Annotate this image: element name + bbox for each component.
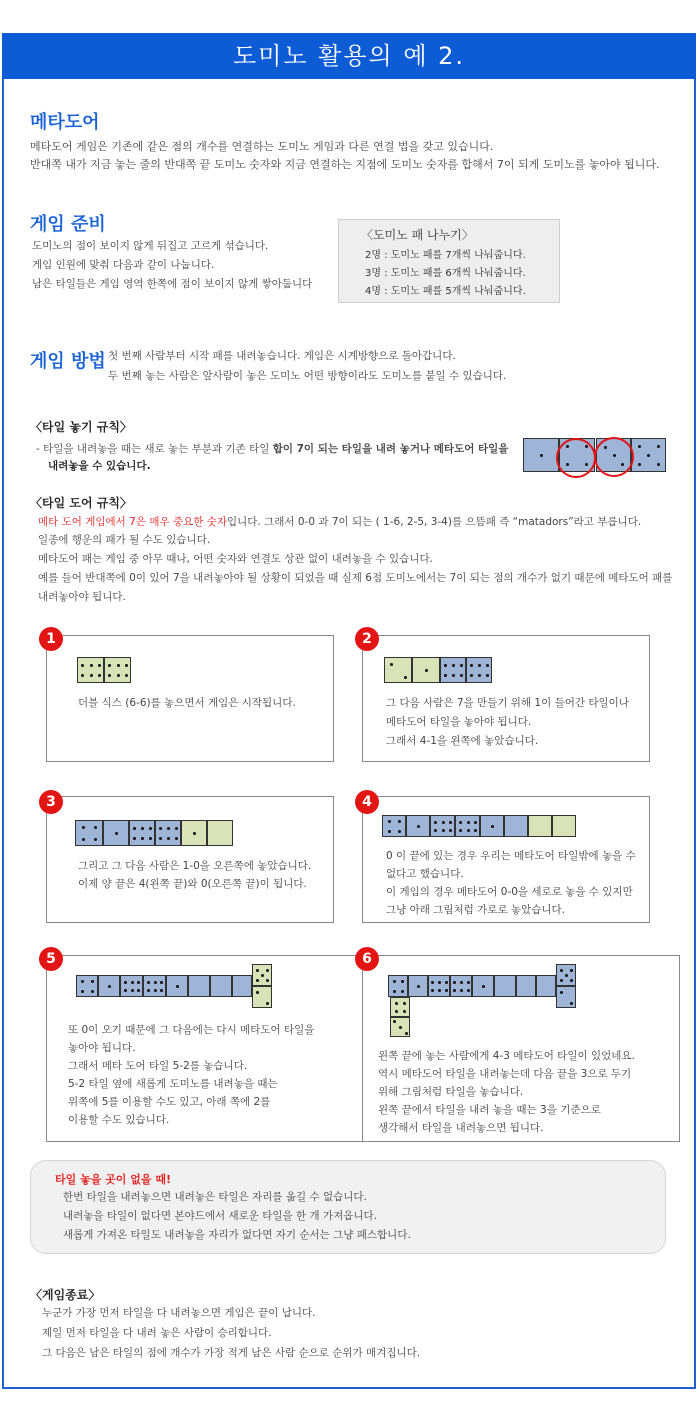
domino-pip [486,664,489,667]
domino-pip [438,989,441,992]
step-badge-4: 4 [355,790,379,814]
domino-pip [486,674,489,677]
domino-pip [405,1032,408,1035]
domino-half [382,815,406,837]
domino-half [252,986,272,1008]
domino-pip [133,827,136,830]
domino-pip [434,829,437,832]
domino-pip [474,829,477,832]
domino-half [455,815,480,837]
step4-line-0: 0 이 끝에 있는 경우 우리는 메타도어 타일밖에 놓을 수 [386,850,636,862]
domino-half [472,975,494,997]
rule1-line2: 내려놓을 수 있습니다. [48,460,151,472]
domino-pip [91,990,94,993]
domino-pip [434,821,437,824]
domino-pip [404,676,407,679]
domino-half [388,975,408,997]
domino-half [232,975,252,997]
note-line-0: 한번 타일을 내려놓으면 내려놓은 타일은 자리를 옮길 수 없습니다. [63,1191,367,1203]
step3-line-0: 그리고 그 다음 사람은 1-0을 오른쪽에 놓았습니다. [78,860,312,872]
domino-pip [399,1026,402,1029]
domino-pip [159,837,162,840]
rule2-line1-rest: 입니다. 그래서 0-0 과 7이 되는 ( 1-6, 2-5, 3-4)를 으뜸패 즉 “matadors”라고 부릅니다. [227,516,642,528]
domino-pip [154,989,157,992]
end-line-1: 제일 먼저 타일을 다 내려 놓은 사람이 승리합니다. [42,1327,272,1339]
domino-pip [393,980,396,983]
domino-pip [470,674,473,677]
domino-half [384,657,412,683]
domino-half [536,975,556,997]
domino-pip [131,989,134,992]
domino-half [466,657,492,683]
prep-line-0: 도미노의 점이 보이지 않게 뒤집고 고르게 섞습니다. [32,240,269,252]
domino-pip [393,1020,396,1023]
rule1-title: 〈타일 놓기 규칙〉 [30,420,132,434]
note-title: 타일 놓을 곳이 없을 때! [55,1173,171,1186]
step5-line-4: 위쪽에 5를 이용할 수도 있고, 아래 쪽에 2를 [68,1096,271,1108]
domino-half [523,438,559,472]
domino-pip [160,989,163,992]
step6-line-4: 생각해서 타일을 내려놓으면 됩니다. [378,1122,544,1134]
domino-pip [459,829,462,832]
domino-pip [117,664,120,667]
step4-line-3: 그냥 아래 그림처럼 가로로 놓았습니다. [386,904,565,916]
domino-pip [444,674,447,677]
step5-line-3: 5-2 타일 옆에 새롭게 도미노를 내려놓을 때는 [68,1078,278,1090]
domino-pip [570,969,573,972]
domino-pip [565,974,568,977]
domino-pip [395,1002,398,1005]
rule2-line1-red: 메타 도어 게임에서 7은 매우 중요한 숫자 [38,516,227,528]
domino-pip [125,664,128,667]
step2-line-1: 메타도어 타일을 놓아야 됩니다. [386,716,532,728]
step-badge-1: 1 [39,627,63,651]
domino-pip [82,838,85,841]
domino-half [103,820,129,846]
rule2-line5: 내려놓아야 됩니다. [38,591,126,603]
domino-pip [460,981,463,984]
domino-pip [149,827,152,830]
domino-pip [431,989,434,992]
domino-half [75,820,103,846]
domino-pip [193,832,196,835]
method-line2: 두 번째 놓는 사람은 앞사람이 놓은 도미노 어떤 방향이라도 도미노를 붙일 수 있습니다. [108,370,507,382]
domino-half [98,975,120,997]
domino-half [480,815,504,837]
domino-pip [131,981,134,984]
domino-pip [167,827,170,830]
domino-half [188,975,210,997]
domino-pip [453,989,456,992]
domino-pip [442,821,445,824]
prep-line-2: 남은 타일들은 게임 영역 한쪽에 점이 보이지 않게 쌓아둡니다 [32,278,313,290]
domino-half [155,820,181,846]
domino-pip [560,979,563,982]
domino-half [430,815,455,837]
step1-line-0: 더블 식스 (6-6)를 놓으면서 게임은 시작됩니다. [78,697,296,709]
domino-half [77,657,104,683]
rule1-line1-bold: 합이 7이 되는 타일을 내려 놓거나 메타도어 타일을 [272,443,509,455]
domino-pip [266,1002,269,1005]
domino-pip [115,832,118,835]
no-place-note-box [30,1160,666,1254]
end-line-0: 누군가 가장 먼저 타일을 다 내려놓으면 게임은 끝이 납니다. [42,1307,316,1319]
step5-line-1: 놓아야 됩니다. [68,1042,136,1054]
domino-half [556,986,576,1008]
step-badge-5: 5 [39,947,63,971]
domino-pip [137,981,140,984]
domino-pip [425,669,428,672]
domino-pip [167,837,170,840]
domino-pip [90,674,93,677]
domino-pip [401,990,404,993]
domino-pip [175,827,178,830]
end-title: 〈게임종료〉 [30,1288,101,1302]
highlight-circle [556,438,596,478]
domino-pip [460,674,463,677]
domino-pip [256,991,259,994]
domino-pip [444,664,447,667]
domino-half [181,820,207,846]
domino-pip [98,674,101,677]
domino-pip [256,969,259,972]
domino-pip [442,829,445,832]
domino-pip [81,990,84,993]
domino-pip [417,825,420,828]
prep-line-1: 게임 인원에 맞춰 다음과 같이 나눕니다. [32,259,215,271]
step6-line-1: 역시 메타도어 타일을 내려놓는데 다음 끝을 3으로 두기 [378,1068,632,1080]
domino-pip [141,837,144,840]
rule2-title: 〈타일 도어 규칙〉 [30,496,132,510]
domino-pip [261,974,264,977]
domino-pip [81,674,84,677]
domino-pip [133,837,136,840]
domino-half [129,820,155,846]
domino-pip [491,825,494,828]
domino-pip [124,989,127,992]
method-title: 게임 방법 [30,351,106,372]
domino-pip [91,980,94,983]
domino-pip [159,827,162,830]
domino-pip [560,969,563,972]
step5-line-2: 그래서 메타 도어 타일 5-2를 놓습니다. [68,1060,248,1072]
domino-pip [398,830,401,833]
domino-pip [452,674,455,677]
domino-pip [453,981,456,984]
domino-pip [467,829,470,832]
domino-pip [160,981,163,984]
metador-line2: 반대쪽 내가 지금 놓는 줄의 반대쪽 끝 도미노 숫자와 지금 연결하는 지점에 도미노 숫자를 합해서 7이 되게 도미노를 놓아야 됩니다. [30,158,660,171]
prep-distribution-box [338,219,560,303]
domino-pip [81,664,84,667]
domino-pip [108,664,111,667]
metador-line1: 메타도어 게임은 기존에 같은 점의 개수를 연결하는 도미노 게임과 다른 연결 법을 갖고 있습니다. [30,140,494,153]
domino-pip [82,826,85,829]
domino-half [252,964,272,986]
domino-half [120,975,143,997]
domino-pip [452,664,455,667]
step5-line-5: 이용할 수도 있습니다. [68,1114,170,1126]
step6-line-3: 왼쪽 끝에서 타일을 내려 놓을 때는 3을 기준으로 [378,1104,601,1116]
domino-half [440,657,466,683]
domino-pip [401,980,404,983]
domino-pip [98,664,101,667]
domino-pip [147,989,150,992]
domino-pip [474,821,477,824]
domino-pip [403,1010,406,1013]
domino-pip [147,981,150,984]
domino-half [207,820,233,846]
domino-pip [467,989,470,992]
domino-pip [117,674,120,677]
page-banner: 도미노 활용의 예 2. [2,33,696,79]
rule1-line1-prefix: - 타일을 내려놓을 때는 새로 놓는 부분과 기존 타일 [36,443,273,455]
domino-pip [125,674,128,677]
prep-box-line-2: 4명 : 도미노 패를 5개씩 나눠줍니다. [365,286,526,297]
domino-half [552,815,576,837]
domino-half [516,975,536,997]
domino-pip [467,981,470,984]
domino-pip [393,990,396,993]
step4-line-1: 없다고 했습니다. [386,868,464,880]
rule2-line3: 메타도어 패는 게임 중 아무 때나, 어떤 숫자와 연결도 상관 없이 내려놓을 수 있습니다. [38,553,433,565]
domino-pip [266,979,269,982]
domino-pip [141,827,144,830]
domino-half [556,964,576,986]
rule2-line2: 일종에 행운의 패가 될 수도 있습니다. [38,534,211,546]
step2-line-0: 그 다음 사람은 7을 만들기 위해 1이 들어간 타일이나 [386,697,629,709]
domino-half [406,815,430,837]
domino-pip [460,989,463,992]
domino-pip [449,821,452,824]
domino-pip [94,838,97,841]
domino-half [528,815,552,837]
domino-pip [482,985,485,988]
domino-half [450,975,472,997]
prep-title: 게임 준비 [30,214,106,235]
domino-pip [90,664,93,667]
rule1-line1 [36,441,508,458]
domino-pip [94,826,97,829]
domino-pip [478,664,481,667]
domino-half [428,975,450,997]
step4-line-2: 이 게임의 경우 메타도어 0-0을 세로로 놓을 수 있지만 [386,886,633,898]
domino-pip [460,664,463,667]
domino-half [494,975,516,997]
domino-pip [81,980,84,983]
rule2-line4: 예를 들어 반대쪽에 0이 있어 7을 내려놓아야 될 상황이 되었을 때 실제 6점 도미노에서는 7이 되는 점의 개수가 없기 때문에 메타도어 패를 [38,572,673,584]
step2-line-2: 그래서 4-1을 왼쪽에 놓았습니다. [386,735,539,747]
domino-half [631,438,666,472]
prep-box-line-1: 3명 : 도미노 패를 6개씩 나눠줍니다. [365,268,526,279]
end-line-2: 그 다음은 남은 타일의 점에 개수가 가장 적게 남은 사람 순으로 순위가 매겨집니다. [42,1347,421,1359]
domino-pip [431,981,434,984]
domino-pip [124,981,127,984]
prep-box-line-0: 2명 : 도미노 패를 7개씩 나눠줍니다. [365,250,526,261]
domino-half [104,657,131,683]
prep-box-title: 〈도미노 패 나누기〉 [361,228,474,242]
domino-pip [256,979,259,982]
domino-pip [570,979,573,982]
domino-pip [108,985,111,988]
step-badge-3: 3 [39,790,63,814]
step5-line-0: 또 0이 오기 때문에 그 다음에는 다시 메타도어 타일을 [68,1024,315,1036]
domino-pip [149,837,152,840]
domino-pip [388,830,391,833]
domino-half [390,997,410,1017]
domino-pip [266,969,269,972]
domino-half [412,657,440,683]
domino-half [210,975,232,997]
metador-title: 메타도어 [30,112,100,133]
domino-half [408,975,428,997]
rule2-line1 [38,514,641,531]
step6-line-2: 위해 그림처럼 타일을 놓습니다. [378,1086,524,1098]
domino-pip [108,674,111,677]
domino-pip [395,1010,398,1013]
domino-pip [388,820,391,823]
domino-pip [390,663,393,666]
domino-pip [478,674,481,677]
domino-pip [449,829,452,832]
domino-pip [467,821,470,824]
domino-half [143,975,166,997]
domino-pip [137,989,140,992]
domino-pip [438,981,441,984]
method-line1: 첫 번째 사람부터 시작 패를 내려놓습니다. 게임은 시계방향으로 돌아갑니다. [108,350,456,362]
domino-pip [560,991,563,994]
domino-pip [445,989,448,992]
domino-pip [470,664,473,667]
domino-half [166,975,188,997]
domino-pip [417,985,420,988]
domino-pip [398,820,401,823]
domino-pip [154,981,157,984]
step-badge-6: 6 [355,947,379,971]
domino-pip [175,837,178,840]
step6-line-0: 왼쪽 끝에 놓는 사람에게 4-3 메타도어 타일이 있었네요. [378,1050,635,1062]
step3-line-1: 이제 양 끝은 4(왼쪽 끝)와 0(오른쪽 끝)이 됩니다. [78,878,307,890]
note-line-1: 내려놓을 타일이 없다면 본야드에서 새로운 타일을 한 개 가져옵니다. [63,1210,378,1222]
domino-pip [570,1002,573,1005]
domino-pip [176,985,179,988]
domino-half [390,1017,410,1037]
note-line-2: 새롭게 가져온 타일도 내려놓을 자리가 없다면 자기 순서는 그냥 패스합니다. [63,1229,411,1241]
domino-pip [459,821,462,824]
domino-half [76,975,98,997]
domino-pip [403,1002,406,1005]
highlight-circle [594,437,634,477]
domino-half [504,815,528,837]
domino-pip [445,981,448,984]
step-badge-2: 2 [355,627,379,651]
